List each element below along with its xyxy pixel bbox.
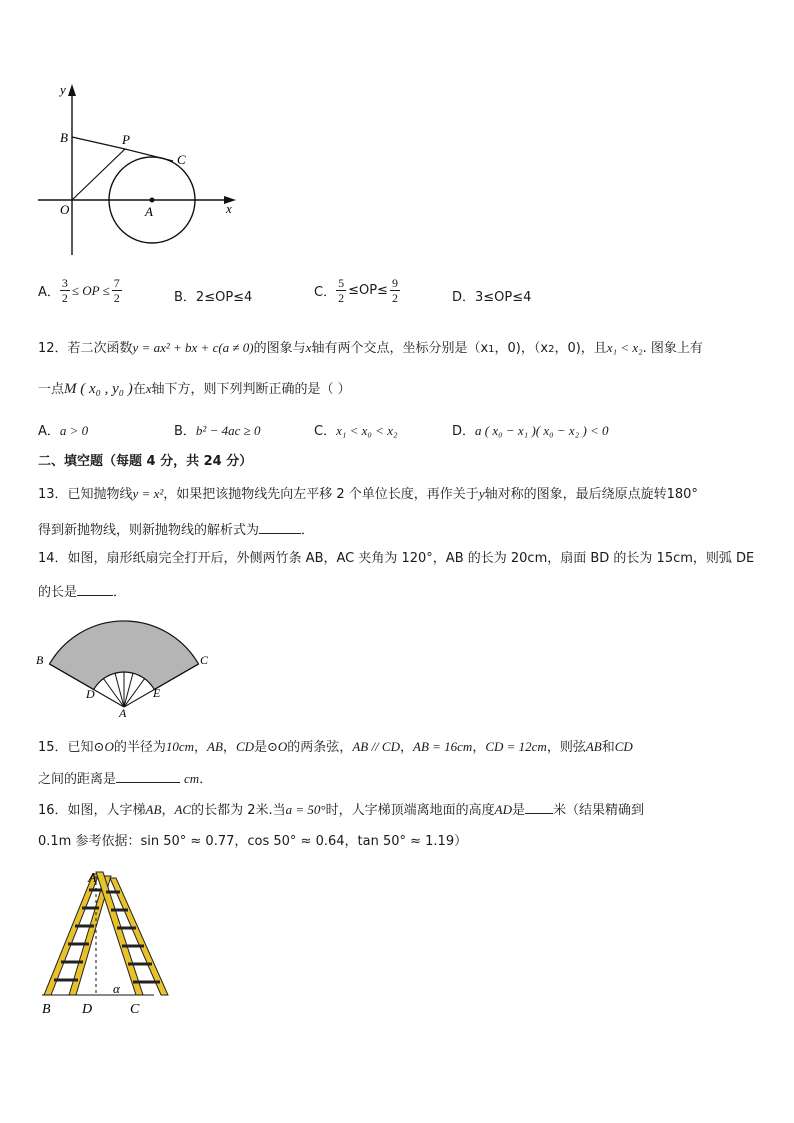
figure-q16-ladder (36, 862, 176, 1020)
label-x-axis: x (226, 201, 232, 216)
label-C: C (177, 152, 186, 167)
label-D: D (86, 687, 95, 701)
q11-option-a: A． $\frac{3}{2}$ ≤ OP ≤ $\frac{7}{2}$ (38, 276, 120, 305)
label-B: B (42, 1002, 51, 1017)
q11-option-b: B．2≤OP≤4 (174, 290, 253, 305)
q14-line1: 14．如图，扇形纸扇完全打开后，外侧两竹条 AB，AC 夹角为 120°，AB 的长为 20cm，扇面 BD 的长为 15cm，则弧 DE (38, 551, 755, 566)
label-C: C (200, 653, 209, 667)
q13-line2: 得到新抛物线，则新抛物线的解析式为 ． (38, 519, 314, 541)
label-C: C (130, 1002, 140, 1017)
label-B: B (36, 653, 44, 667)
section-heading-fill-in: 二、填空题（每题 4 分，共 24 分） (38, 454, 253, 469)
q13-line1: 13．已知抛物线y = x²，如果把该抛物线先向左平移 2 个单位长度，再作关于y轴对称的图象，最后绕原点旋转180° (38, 486, 698, 502)
q15-line2: 之间的距离是 cm． (38, 768, 212, 790)
label-O: O (60, 202, 70, 217)
q15-line1: 15．已知⊙O的半径为10cm，AB，CD是⊙O的两条弦，AB // CD，AB = 16cm，CD = 12cm，则弦AB和CD (38, 739, 633, 755)
label-A: A (145, 204, 153, 219)
label-alpha: α (113, 981, 120, 996)
q12-option-c: C．x₁ < x₀ < x₂ (314, 423, 398, 439)
q11-option-d: D．3≤OP≤4 (452, 290, 532, 305)
q16-line1: 16．如图，人字梯AB，AC的长都为 2米.当a = 50°时，人字梯顶端离地面的高度AD是 米（结果精确到 (38, 799, 644, 821)
q12-option-a: A．a > 0 (38, 423, 89, 439)
label-B: B (60, 130, 68, 145)
q14-answer-blank[interactable] (77, 581, 113, 596)
label-A: A (119, 706, 127, 720)
q16-line2: 0.1m 参考依据：sin 50° ≈ 0.77，cos 50° ≈ 0.64，tan 50° ≈ 1.19） (38, 834, 468, 849)
q12-option-d: D．a ( x₀ − x₁ )( x₀ − x₂ ) < 0 (452, 423, 609, 439)
q11-option-c: C． $\frac{5}{2}$ ≤OP≤ $\frac{9}{2}$ (314, 276, 398, 305)
figure-q11-coordinate-circle (30, 80, 250, 265)
q12-line2: 一点M ( x₀ , y₀ )在x轴下方，则下列判断正确的是（ ） (38, 381, 351, 397)
q14-line2: 的长是 ． (38, 581, 126, 603)
figure-q14-fan (30, 610, 220, 720)
label-y-axis: y (60, 82, 66, 97)
q12-line1: 12．若二次函数y = ax² + bx + c(a ≠ 0)的图象与x轴有两个交点，坐标分别是（x1，0)，（x2，0)，且x₁ < x₂. 图象上有 (38, 340, 703, 356)
label-D: D (82, 1002, 93, 1017)
q13-answer-blank[interactable] (259, 519, 301, 534)
q15-answer-blank[interactable] (116, 768, 180, 783)
label-E: E (153, 686, 161, 700)
label-P: P (122, 132, 130, 147)
q12-option-b: B．b² − 4ac ≥ 0 (174, 423, 261, 439)
q16-answer-blank[interactable] (525, 799, 553, 814)
label-A: A (88, 871, 97, 886)
